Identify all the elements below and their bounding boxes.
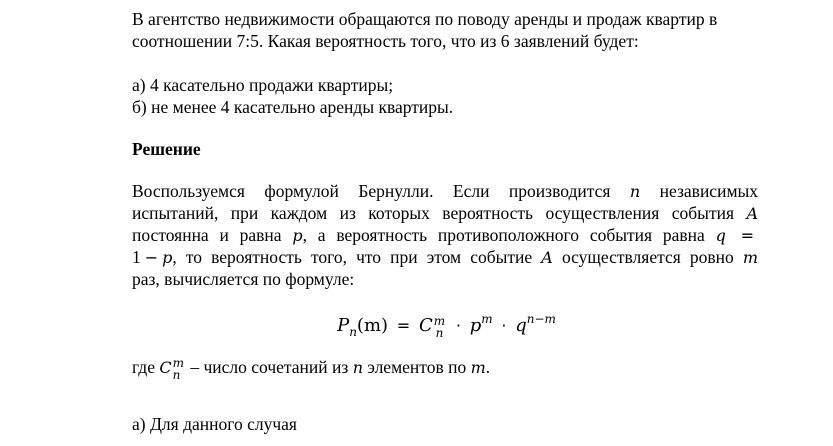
paragraph-line-1: Воспользуемся формулой Бернулли. Если производится n независимых — [132, 181, 759, 201]
bernoulli-paragraph — [132, 180, 758, 290]
problem-line-2: соотношении 7:5. Какая вероятность того, что из 6 заявлений будет: — [132, 31, 639, 51]
problem-items — [132, 74, 758, 118]
problem-line-1: В агентство недвижимости обращаются по поводу аренды и продаж квартир в — [132, 9, 718, 29]
combination-explanation: где C m n – число сочетаний из n элементов по m. — [132, 356, 491, 382]
problem-statement — [132, 8, 758, 52]
problem-item-b: б) не менее 4 касательно аренды квартиры. — [132, 97, 454, 117]
paragraph-line-5: раз, вычисляется по формуле: — [132, 269, 355, 289]
problem-item-a: а) 4 касательно продажи квартиры; — [132, 75, 394, 95]
bernoulli-formula: $P_n(m) = C$ m n · $p^m \cdot q^{n-m}$ — [337, 312, 556, 340]
part-a-heading: а) Для данного случая — [132, 414, 297, 434]
paragraph-line-3: постоянна и равна p, а вероятность противоположного события равна q = — [132, 225, 755, 245]
paragraph-line-4: 1 − p, то вероятность того, что при этом событие A осуществляется ровно m — [132, 247, 758, 267]
paragraph-line-2: испытаний, при каждом из которых вероятность осуществления события A — [132, 203, 758, 223]
solution-heading: Решение — [132, 139, 201, 159]
